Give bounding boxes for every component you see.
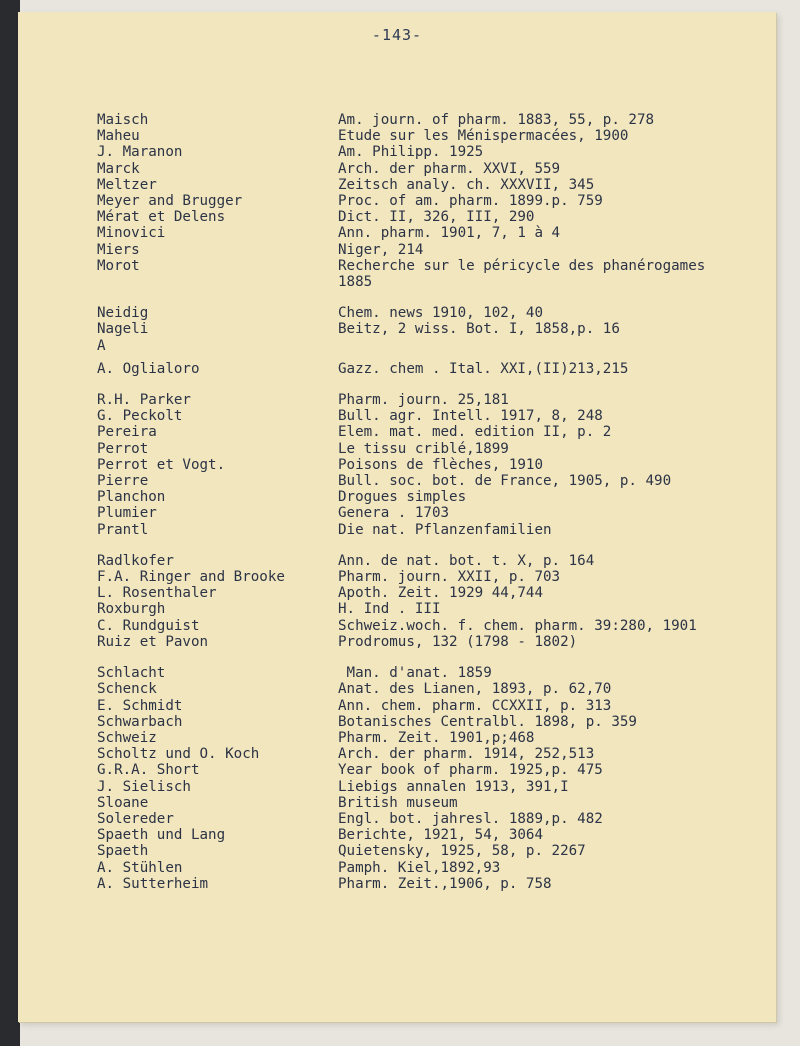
entry-author: C. Rundguist: [97, 617, 200, 634]
page-number: -143-: [371, 26, 423, 44]
entry-author: Schweiz: [97, 729, 157, 746]
document-page: [18, 12, 776, 1022]
bibliography-entry: [97, 843, 767, 859]
entry-author: Meyer and Brugger: [97, 193, 243, 210]
entry-author: Spaeth: [97, 843, 149, 860]
entry-group: [97, 112, 767, 290]
entry-author: R.H. Parker: [97, 392, 191, 409]
entry-reference: Arch. der pharm. XXVI, 559: [338, 160, 561, 177]
entry-reference: Ann. chem. pharm. CCXXII, p. 313: [338, 697, 612, 714]
entry-author: J. Maranon: [97, 144, 183, 161]
entry-author: A. Stühlen: [97, 859, 183, 876]
bibliography-entry: [97, 601, 767, 617]
binding-edge: [0, 0, 20, 1046]
bibliography-entry: [97, 489, 767, 505]
bibliography-entry: [97, 746, 767, 762]
entry-reference: Liebigs annalen 1913, 391,I: [338, 778, 569, 795]
entry-author: Ruiz et Pavon: [97, 633, 209, 650]
entry-reference: Am. Philipp. 1925: [338, 144, 484, 161]
entry-author: Spaeth und Lang: [97, 827, 226, 844]
bibliography-entry: [97, 585, 767, 601]
entry-author: Minovici: [97, 225, 166, 242]
bibliography-entry: [97, 457, 767, 473]
bibliography-entry: [97, 209, 767, 225]
entry-reference: Ann. pharm. 1901, 7, 1 à 4: [338, 225, 561, 242]
entry-group: [97, 361, 767, 377]
bibliography-entry: [97, 128, 767, 144]
entry-author: Mérat et Delens: [97, 209, 226, 226]
bibliography-entry: [97, 665, 767, 681]
entry-author: Scholtz und O. Koch: [97, 746, 260, 763]
bibliography-entry: [97, 321, 767, 337]
entry-reference: Pharm. journ. XXII, p. 703: [338, 569, 561, 586]
bibliography-entry: [97, 827, 767, 843]
entry-reference: Pharm. journ. 25,181: [338, 392, 509, 409]
entry-reference: Recherche sur le péricycle des phanérogames 1885: [338, 257, 706, 291]
bibliography-entry: [97, 779, 767, 795]
entry-author: A. Oglialoro: [97, 360, 200, 377]
bibliography-entry: [97, 473, 767, 489]
entry-reference: British museum: [338, 794, 458, 811]
entry-author: A: [97, 337, 106, 354]
bibliography-entry: [97, 408, 767, 424]
entry-author: Neidig: [97, 305, 149, 322]
bibliography-list: [97, 112, 767, 907]
entry-reference: Bull. soc. bot. de France, 1905, p. 490: [338, 473, 672, 490]
entry-reference: Die nat. Pflanzenfamilien: [338, 521, 552, 538]
entry-author: Solereder: [97, 810, 174, 827]
entry-author: Sloane: [97, 794, 149, 811]
bibliography-entry: [97, 177, 767, 193]
entry-author: Pereira: [97, 424, 157, 441]
entry-author: Maheu: [97, 128, 140, 145]
bibliography-entry: [97, 161, 767, 177]
bibliography-entry: [97, 424, 767, 440]
entry-reference: Man. d'anat. 1859: [338, 665, 492, 682]
entry-author: Miers: [97, 241, 140, 258]
entry-reference: Chem. news 1910, 102, 40: [338, 305, 543, 322]
entry-reference: Apoth. Zeit. 1929 44,744: [338, 585, 543, 602]
entry-reference: Proc. of am. pharm. 1899.p. 759: [338, 193, 603, 210]
entry-group: [97, 305, 767, 354]
bibliography-entry: [97, 762, 767, 778]
entry-group: [97, 665, 767, 892]
bibliography-entry: [97, 634, 767, 650]
entry-reference: Am. journ. of pharm. 1883, 55, p. 278: [338, 112, 655, 128]
entry-author: Prantl: [97, 521, 149, 538]
entry-author: Nageli: [97, 321, 149, 338]
entry-author: G.R.A. Short: [97, 762, 200, 779]
entry-reference: Schweiz.woch. f. chem. pharm. 39:280, 1901: [338, 617, 697, 634]
bibliography-entry: [97, 392, 767, 408]
entry-reference: Gazz. chem . Ital. XXI,(II)213,215: [338, 360, 629, 377]
bibliography-entry: [97, 681, 767, 697]
entry-author: Perrot: [97, 440, 149, 457]
entry-reference: Engl. bot. jahresl. 1889,p. 482: [338, 810, 603, 827]
entry-reference: Bull. agr. Intell. 1917, 8, 248: [338, 408, 603, 425]
entry-author: Plumier: [97, 505, 157, 522]
entry-reference: Poisons de flèches, 1910: [338, 456, 543, 473]
entry-reference: Berichte, 1921, 54, 3064: [338, 827, 543, 844]
entry-author: Schlacht: [97, 665, 166, 682]
entry-reference: H. Ind . III: [338, 601, 441, 618]
entry-reference: Etude sur les Ménispermacées, 1900: [338, 128, 629, 145]
entry-reference: Elem. mat. med. edition II, p. 2: [338, 424, 612, 441]
entry-reference: Le tissu criblé,1899: [338, 440, 509, 457]
entry-author: Schwarbach: [97, 713, 183, 730]
entry-reference: Niger, 214: [338, 241, 424, 258]
entry-author: Maisch: [97, 112, 149, 128]
bibliography-entry: [97, 505, 767, 521]
entry-author: J. Sielisch: [97, 778, 191, 795]
entry-group: [97, 392, 767, 538]
entry-author: F.A. Ringer and Brooke: [97, 569, 285, 586]
entry-author: A. Sutterheim: [97, 875, 209, 892]
entry-author: G. Peckolt: [97, 408, 183, 425]
bibliography-entry: [97, 361, 767, 377]
entry-reference: Dict. II, 326, III, 290: [338, 209, 535, 226]
entry-author: Planchon: [97, 489, 166, 506]
entry-author: Schenck: [97, 681, 157, 698]
entry-reference: Prodromus, 132 (1798 - 1802): [338, 633, 578, 650]
bibliography-entry: [97, 876, 767, 892]
bibliography-entry: [97, 338, 767, 354]
entry-author: Pierre: [97, 473, 149, 490]
bibliography-entry: [97, 305, 767, 321]
entry-reference: [338, 338, 767, 354]
bibliography-entry: [97, 144, 767, 160]
bibliography-entry: [97, 193, 767, 209]
bibliography-entry: [97, 242, 767, 258]
entry-author: Meltzer: [97, 176, 157, 193]
entry-author: L. Rosenthaler: [97, 585, 217, 602]
bibliography-entry: [97, 811, 767, 827]
entry-author: Morot: [97, 257, 140, 274]
bibliography-entry: [97, 860, 767, 876]
entry-reference: Zeitsch analy. ch. XXXVII, 345: [338, 176, 595, 193]
entry-reference: Quietensky, 1925, 58, p. 2267: [338, 843, 586, 860]
entry-reference: Pharm. Zeit. 1901,p;468: [338, 729, 535, 746]
entry-reference: Drogues simples: [338, 489, 467, 506]
entry-author: Radlkofer: [97, 552, 174, 569]
entry-reference: Ann. de nat. bot. t. X, p. 164: [338, 552, 595, 569]
bibliography-entry: [97, 112, 767, 128]
entry-author: Roxburgh: [97, 601, 166, 618]
entry-group: [97, 553, 767, 650]
bibliography-entry: [97, 522, 767, 538]
bibliography-entry: [97, 553, 767, 569]
entry-reference: Beitz, 2 wiss. Bot. I, 1858,p. 16: [338, 321, 620, 338]
bibliography-entry: [97, 225, 767, 241]
entry-reference: Botanisches Centralbl. 1898, p. 359: [338, 713, 637, 730]
bibliography-entry: [97, 441, 767, 457]
entry-author: E. Schmidt: [97, 697, 183, 714]
bibliography-entry: [97, 569, 767, 585]
entry-reference: Arch. der pharm. 1914, 252,513: [338, 746, 595, 763]
entry-reference: Pamph. Kiel,1892,93: [338, 859, 501, 876]
entry-reference: Year book of pharm. 1925,p. 475: [338, 762, 603, 779]
entry-author: Perrot et Vogt.: [97, 456, 226, 473]
bibliography-entry: [97, 795, 767, 811]
entry-reference: Pharm. Zeit.,1906, p. 758: [338, 875, 552, 892]
bibliography-entry: [97, 258, 767, 290]
entry-reference: Genera . 1703: [338, 505, 450, 522]
entry-reference: Anat. des Lianen, 1893, p. 62,70: [338, 681, 612, 698]
bibliography-entry: [97, 714, 767, 730]
bibliography-entry: [97, 698, 767, 714]
entry-author: Marck: [97, 160, 140, 177]
bibliography-entry: [97, 730, 767, 746]
bibliography-entry: [97, 618, 767, 634]
